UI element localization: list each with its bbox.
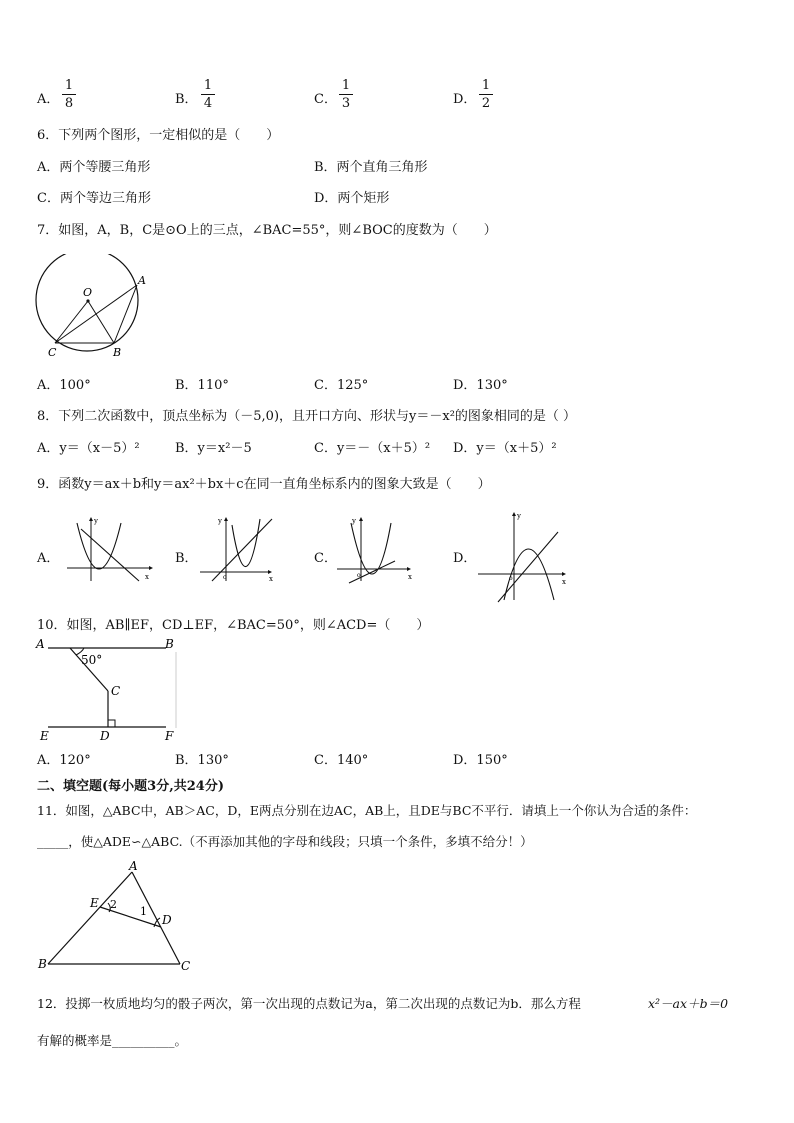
q9-option-a-letter: A． (37, 551, 60, 566)
q5-option-b-letter: B． (175, 92, 198, 107)
q7-label-b: B (113, 346, 122, 359)
q7-label-a: A (138, 274, 146, 287)
q7-option-b: B．110° (175, 378, 229, 393)
q5-option-d-fraction: 1 2 (479, 78, 493, 111)
q10-option-c: C．140° (314, 753, 369, 768)
section-2-title: 二、填空题(每小题3分,共24分) (37, 779, 224, 794)
q12-line-1: 12．投掷一枚质地均匀的骰子两次，第一次出现的点数记为a，第二次出现的点数记为b．那么方程 (37, 996, 581, 1011)
q7-label-o: O (83, 286, 93, 299)
q10-label-e: E (40, 729, 49, 742)
q10-label-f: F (165, 729, 174, 742)
q7-option-a: A．100° (37, 378, 91, 393)
q10-angle-label: 50° (81, 653, 103, 667)
q10-stem: 10．如图，AB∥EF，CD⊥EF，∠BAC=50°，则∠ACD=（ ） (37, 618, 430, 633)
q11-label-e: E (90, 896, 99, 910)
q9-d-o-label: o (509, 575, 513, 582)
q10-label-d: D (100, 729, 110, 742)
q10-figure (34, 634, 184, 742)
q6-option-d: D．两个矩形 (314, 191, 390, 206)
q9-graph-b (196, 515, 278, 585)
q9-c-x-label: x (408, 573, 412, 581)
q9-option-c-letter: C． (314, 551, 337, 566)
q11-angle-2-label: 2 (110, 898, 117, 911)
q5-option-a-fraction: 1 8 (62, 78, 76, 111)
q9-b-x-label: x (269, 575, 273, 583)
q6-option-b: B．两个直角三角形 (314, 160, 428, 175)
q9-option-d-letter: D． (453, 551, 477, 566)
q12-line-2: 有解的概率是__________。 (37, 1033, 188, 1048)
q6-option-a: A．两个等腰三角形 (37, 160, 151, 175)
q8-stem: 8．下列二次函数中，顶点坐标为（－5,0)，且开口方向、形状与y＝－x²的图象相同的是（ ） (37, 409, 577, 424)
q10-label-c: C (111, 684, 121, 698)
q9-graph-c (335, 515, 417, 585)
q8-option-b: B．y＝x²－5 (175, 441, 252, 456)
q11-label-b: B (38, 957, 47, 971)
q11-label-d: D (162, 913, 172, 927)
q10-option-a: A．120° (37, 753, 91, 768)
q9-d-y-label: y (517, 512, 521, 520)
q9-c-y-label: y (352, 517, 356, 525)
q6-option-c: C．两个等边三角形 (37, 191, 151, 206)
q6-stem: 6．下列两个图形，一定相似的是（ ） (37, 128, 280, 143)
q11-label-a: A (129, 859, 138, 873)
q9-option-b-letter: B． (175, 551, 198, 566)
q8-option-c: C．y＝－（x＋5）² (314, 441, 431, 456)
q12-equation: x²－ax＋b＝0 (648, 996, 729, 1011)
q11-line-1: 11．如图，△ABC中，AB＞AC，D，E两点分别在边AC，AB上，且DE与BC不平行．请填上一个你认为合适的条件： (37, 803, 697, 818)
q7-label-c: C (48, 346, 57, 359)
q7-option-d: D．130° (453, 378, 508, 393)
q11-label-c: C (181, 959, 191, 973)
q5-option-b-fraction: 1 4 (201, 78, 215, 111)
q7-stem: 7．如图，A，B，C是⊙O上的三点，∠BAC=55°，则∠BOC的度数为（ ） (37, 223, 497, 238)
q7-option-c: C．125° (314, 378, 369, 393)
q11-angle-1-label: 1 (140, 905, 147, 918)
q8-option-d: D．y＝（x＋5）² (453, 441, 557, 456)
q5-option-d-letter: D． (453, 92, 477, 107)
q9-a-y-label: y (94, 517, 98, 525)
q9-stem: 9．函数y＝ax＋b和y＝ax²＋bx＋c在同一直角坐标系内的图象大致是（ ） (37, 477, 491, 492)
q9-b-y-label: y (218, 517, 222, 525)
q8-option-a: A．y＝（x－5）² (37, 441, 140, 456)
q10-label-a: A (36, 637, 45, 651)
q5-option-a-letter: A． (37, 92, 60, 107)
q11-line-2: _____，使△ADE∽△ABC.（不再添加其他的字母和线段；只填一个条件，多填不给分！） (37, 834, 533, 849)
q9-b-o-label: o (223, 574, 227, 581)
q5-option-c-fraction: 1 3 (339, 78, 353, 111)
q10-label-b: B (165, 637, 174, 651)
q7-circle-figure (30, 254, 160, 362)
q10-option-d: D．150° (453, 753, 508, 768)
q9-graph-a (63, 515, 155, 585)
q10-option-b: B．130° (175, 753, 229, 768)
q9-graph-d (474, 508, 572, 606)
q9-c-o-label: o (357, 572, 361, 579)
q5-option-c-letter: C． (314, 92, 337, 107)
q9-d-x-label: x (562, 578, 566, 586)
q11-triangle-figure (34, 856, 204, 976)
q9-a-x-label: x (145, 573, 149, 581)
